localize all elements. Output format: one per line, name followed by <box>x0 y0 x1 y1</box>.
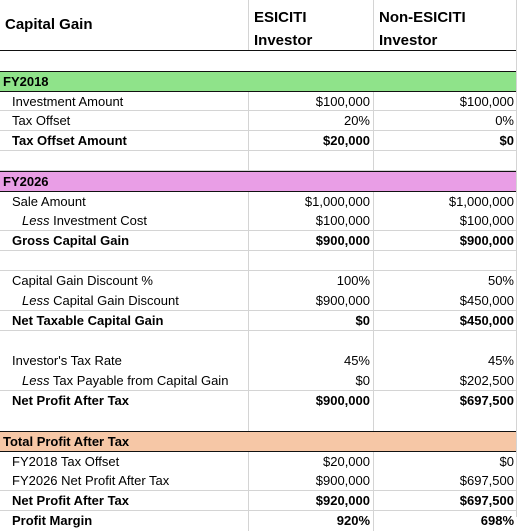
section-total <box>0 431 517 451</box>
less-prefix: Less <box>22 373 50 388</box>
esiciti-value: 45% <box>248 351 373 371</box>
row-label: Investment Amount <box>12 94 124 109</box>
table-row <box>0 351 517 371</box>
row-label: Gross Capital Gain <box>12 233 130 248</box>
header-row <box>0 0 517 51</box>
non-esiciti-value: $450,000 <box>373 291 517 310</box>
esiciti-value: $900,000 <box>248 471 373 490</box>
header-esiciti-line1: ESICITI <box>254 9 307 26</box>
non-esiciti-value: $1,000,000 <box>373 192 517 211</box>
esiciti-value: 920% <box>248 511 373 531</box>
table-row <box>0 91 517 111</box>
header-esiciti <box>248 0 373 50</box>
header-label: Capital Gain <box>5 16 93 33</box>
row-label: Net Profit After Tax <box>12 493 130 508</box>
header-non-esiciti <box>373 0 517 50</box>
section-title: Total Profit After Tax <box>3 434 130 449</box>
table-row <box>0 291 517 311</box>
spacer-row <box>0 411 517 431</box>
section-title: FY2026 <box>3 174 49 189</box>
table-row <box>0 371 517 391</box>
section-fy2018 <box>0 71 517 91</box>
esiciti-value: $100,000 <box>248 92 373 110</box>
row-label: Sale Amount <box>12 194 86 209</box>
esiciti-value: $1,000,000 <box>248 192 373 211</box>
section-title: FY2018 <box>3 74 49 89</box>
row-label <box>0 211 248 230</box>
non-esiciti-value: 698% <box>373 511 517 531</box>
esiciti-value: $100,000 <box>248 211 373 230</box>
less-prefix: Less <box>22 293 50 308</box>
esiciti-value: $900,000 <box>248 231 373 250</box>
table-row <box>0 491 517 511</box>
spacer-row <box>0 251 517 271</box>
row-label: FY2026 Net Profit After Tax <box>12 473 170 488</box>
table-row <box>0 511 517 531</box>
row-label: FY2018 Tax Offset <box>12 454 120 469</box>
table-row <box>0 231 517 251</box>
esiciti-value: $900,000 <box>248 391 373 411</box>
row-label: Net Profit After Tax <box>12 393 130 408</box>
esiciti-value: $0 <box>248 311 373 330</box>
non-esiciti-value: $900,000 <box>373 231 517 250</box>
row-label-text: Tax Payable from Capital Gain <box>49 373 229 388</box>
row-label <box>0 371 248 390</box>
esiciti-value: $0 <box>248 371 373 390</box>
section-fy2026 <box>0 171 517 191</box>
row-label-text: Capital Gain Discount <box>49 293 179 308</box>
header-non-esiciti-line2: Investor <box>379 32 438 49</box>
non-esiciti-value: 45% <box>373 351 517 371</box>
table-row <box>0 311 517 331</box>
non-esiciti-value: $697,500 <box>373 471 517 490</box>
non-esiciti-value: 50% <box>373 271 517 291</box>
non-esiciti-value: $697,500 <box>373 391 517 411</box>
esiciti-value: $900,000 <box>248 291 373 310</box>
spacer-row <box>0 151 517 171</box>
non-esiciti-value: $697,500 <box>373 491 517 510</box>
table-row <box>0 391 517 411</box>
non-esiciti-value: $0 <box>373 131 517 150</box>
header-non-esiciti-line1: Non-ESICITI <box>379 9 466 26</box>
spacer-row <box>0 331 517 351</box>
table-row <box>0 131 517 151</box>
row-label-text: Investment Cost <box>49 213 148 228</box>
table-row <box>0 451 517 471</box>
non-esiciti-value: $100,000 <box>373 92 517 110</box>
esiciti-value: $20,000 <box>248 452 373 471</box>
non-esiciti-value: 0% <box>373 111 517 130</box>
esiciti-value: $20,000 <box>248 131 373 150</box>
row-label: Tax Offset <box>12 113 71 128</box>
table-row <box>0 271 517 291</box>
row-label: Tax Offset Amount <box>12 133 127 148</box>
less-prefix: Less <box>22 213 50 228</box>
non-esiciti-value: $202,500 <box>373 371 517 390</box>
table-row <box>0 211 517 231</box>
row-label: Profit Margin <box>12 513 93 528</box>
table-row <box>0 191 517 211</box>
non-esiciti-value: $450,000 <box>373 311 517 330</box>
spacer-row <box>0 51 517 71</box>
row-label: Net Taxable Capital Gain <box>12 313 164 328</box>
header-esiciti-line2: Investor <box>254 32 313 49</box>
table-row <box>0 471 517 491</box>
table-row <box>0 111 517 131</box>
esiciti-value: 100% <box>248 271 373 291</box>
esiciti-value: $920,000 <box>248 491 373 510</box>
row-label: Investor's Tax Rate <box>12 353 122 368</box>
row-label: Capital Gain Discount % <box>12 273 153 288</box>
row-label <box>0 291 248 310</box>
esiciti-value: 20% <box>248 111 373 130</box>
non-esiciti-value: $0 <box>373 452 517 471</box>
non-esiciti-value: $100,000 <box>373 211 517 230</box>
